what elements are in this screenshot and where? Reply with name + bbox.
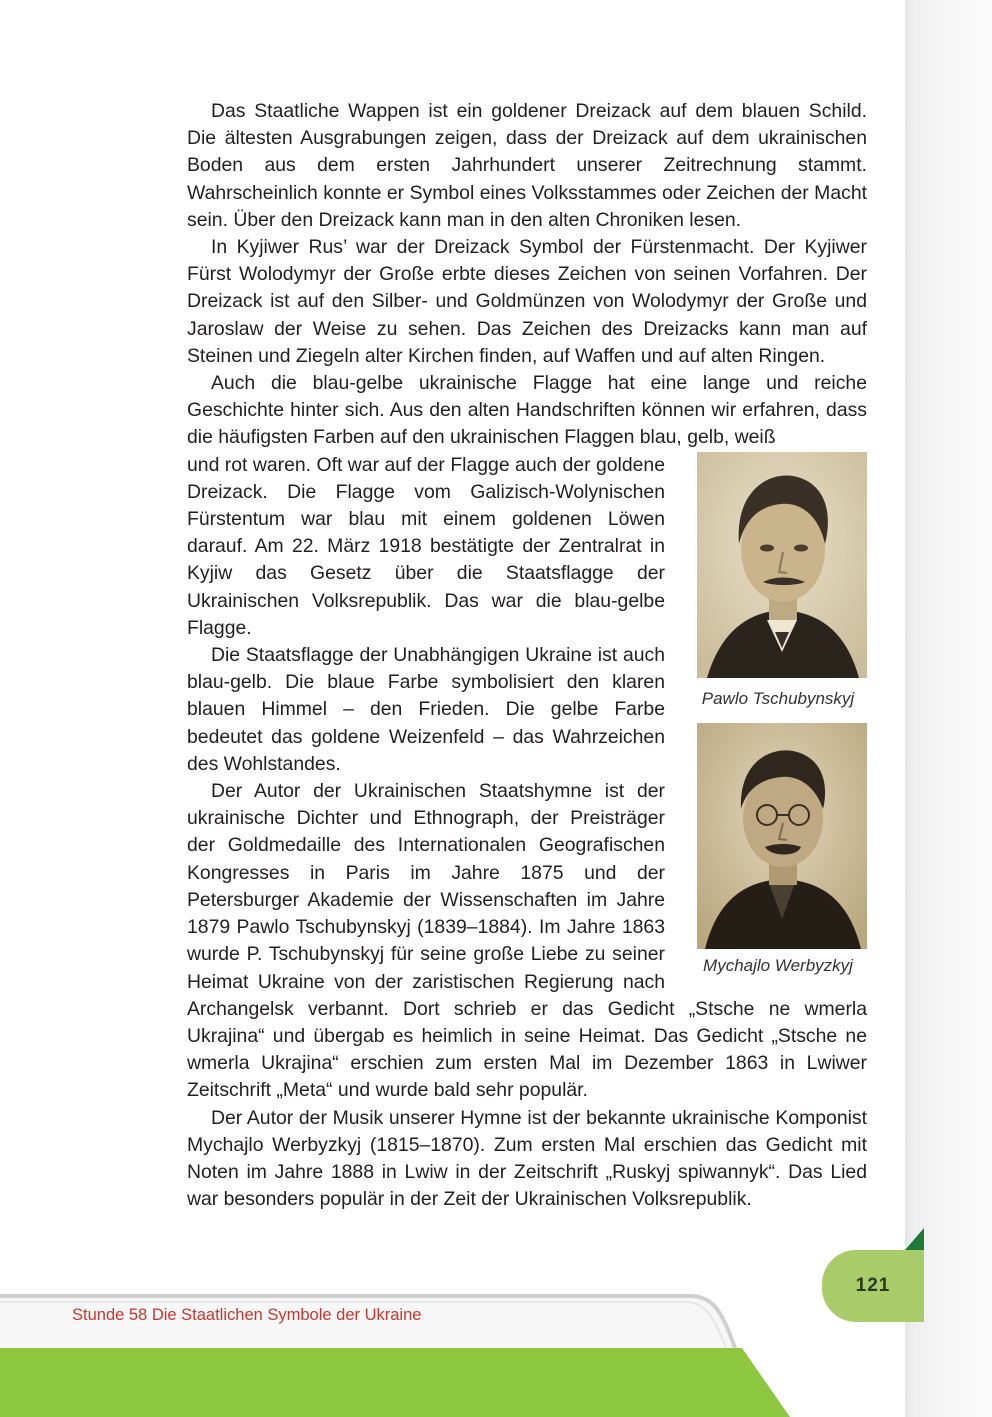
- footer-lesson-title: Stunde 58 Die Staatlichen Symbole der Ukraine: [72, 1306, 422, 1324]
- portrait-werbyzkyj: [697, 723, 867, 949]
- paragraph-independent-flag: Die Staatsflagge der Unabhängigen Ukraine ist auch blau-gelb. Die blaue Farbe symbolisiert den klaren blauen Himmel – den Frieden. Die gelbe Farbe bedeutet das goldene Weizenfeld – das Wahrzeichen des Wohlstandes.: [187, 644, 665, 775]
- paragraph-kyjiwer-rus: In Kyjiwer Rus’ war der Dreizack Symbol der Fürstenmacht. Der Kyjiwer Fürst Wolodymyr der Große erbte dieses Zeichen von seinen Vorfahren. Der Dreizack ist auf den Silber- und Goldmünzen von Wolodymyr der Große und Jaroslaw der Weise zu sehen. Das Zeichen des Dreizacks kann man auf Steinen und Ziegeln alter Kirchen finden, auf Waffen und auf alten Ringen.: [187, 236, 867, 367]
- figure-tschubynskyj: [679, 452, 867, 977]
- paragraph-flag-history: Auch die blau-gelbe ukrainische Flagge hat eine lange und reiche Geschichte hinter sich. Aus den alten Handschriften können wir erfahren, dass die häufigsten Farben auf den ukrainischen Flaggen blau, gelb, weiß: [187, 372, 867, 449]
- body-text: [187, 98, 867, 1213]
- page-tab-fold: [905, 1228, 924, 1250]
- page-edge-shadow: [905, 0, 992, 1417]
- portrait-tschubynskyj: [697, 452, 867, 678]
- paragraph-anthem-author: Der Autor der Ukrainischen Staatshymne ist der ukrainische Dichter und Ethnograph, der Preisträger der Goldmedaille des Internationalen Geografischen Kongresses in Paris im Jahre 1875 und der Petersburger Akademie der Wissenschaften im Jahre 1879 Pawlo Tschubynskyj (1839–1884). Im Jahre 1863 wurde P. Tschubynskyj für seine große Liebe zu seiner Heimat Ukraine von der zaristischen Regierung nach Archangelsk verbannt. Dort schrieb er das Gedicht „Stsche ne wmerla Ukrajina“ und übergab es heimlich in seine Heimat. Das Gedicht „Stsche ne wmerla Ukrajina“ erschien zum ersten Mal im Dezember 1863 in Lwiwer Zeitschrift „Meta“ und wurde bald sehr populär.: [187, 780, 867, 1102]
- page-number: 121: [855, 1275, 891, 1296]
- page-number-tab: [822, 1250, 924, 1322]
- paragraph-flag-colors: und rot waren. Oft war auf der Flagge auch der goldene Dreizack. Die Flagge vom Galizisch-Wolynischen Fürstentum war blau mit einem goldenen Löwen darauf. Am 22. März 1918 bestätigte der Zentralrat in Kyjiw das Gesetz über die Staatsflagge der Ukrainischen Volksrepublik. Das war die blau-gelbe Flagge.: [187, 453, 665, 639]
- caption-tschubynskyj: Pawlo Tschubynskyj: [701, 688, 855, 708]
- caption-werbyzkyj: Mychajlo Werbyzkyj: [703, 955, 853, 975]
- paragraph-coat-of-arms: Das Staatliche Wappen ist ein goldener Dreizack auf dem blauen Schild. Die ältesten Ausgrabungen zeigen, dass der Dreizack auf dem ukrainischen Boden aus dem ersten Jahrhundert unserer Zeitrechnung stammt. Wahrscheinlich konnte er Symbol eines Volksstammes oder Zeichen der Macht sein. Über den Dreizack kann man in den alten Chroniken lesen.: [187, 100, 867, 231]
- paragraph-anthem-music: Der Autor der Musik unserer Hymne ist der bekannte ukrainische Komponist Mychajlo Werbyzkyj (1815–1870). Zum ersten Mal erschien das Gedicht mit Noten im Jahre 1888 in Lwiw in der Zeitschrift „Ruskyj spiwannyk“. Das Lied war besonders populär in der Zeit der Ukrainischen Volksrepublik.: [187, 1106, 867, 1211]
